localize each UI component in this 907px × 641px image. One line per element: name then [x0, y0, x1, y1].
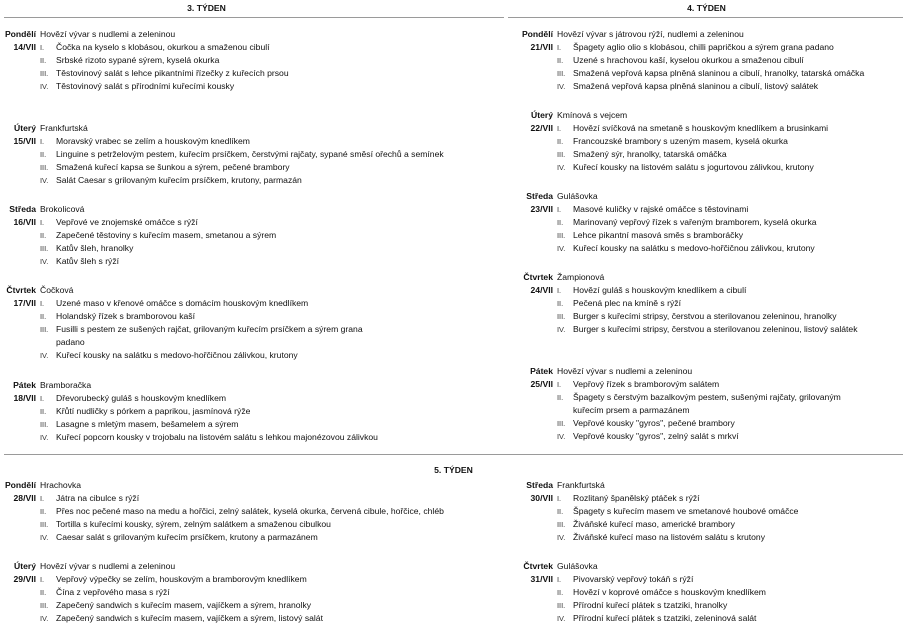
- meal-item: [40, 573, 323, 586]
- meal-item: [557, 378, 841, 391]
- meal-text: Kuřecí kousky na listovém salátu s jogurtovou zálivkou, krutony: [573, 162, 814, 172]
- meal-item: [40, 135, 444, 148]
- meal-text: Smažený sýr, hranolky, tatarská omáčka: [573, 149, 727, 159]
- meal-text: Vepřové kousky "gyros", zelný salát s mrkví: [573, 431, 739, 441]
- meal-list: [557, 378, 841, 443]
- meal-item: [557, 586, 766, 599]
- day-name: Středa: [526, 480, 553, 490]
- meal-text: Vepřový výpečky se zelím, houskovým a bramborovým knedlíkem: [56, 574, 307, 584]
- day-name: Pondělí: [4, 29, 36, 39]
- meal-list: [40, 216, 276, 268]
- meal-text: Špagety s čerstvým bazalkovým pestem, sušenými rajčaty, grilovaným: [573, 392, 841, 402]
- meal-text: Rozlitaný španělský ptáček s rýží: [573, 493, 700, 503]
- day-date: 28/VII: [13, 493, 36, 503]
- meal-text: Marinovaný vepřový řízek s vařeným bramborem, kyselá okurka: [573, 217, 817, 227]
- meal-item: [557, 161, 828, 174]
- meal-text: Srbské rizoto sypané sýrem, kyselá okurka: [56, 55, 220, 65]
- meal-text: Linguine s petrželovým pestem, kuřecím prsíčkem, čerstvými rajčaty, sypané směsí ořechů a semínek: [56, 149, 444, 159]
- day-date: 25/VII: [530, 379, 553, 389]
- meal-number: IV.: [557, 163, 566, 172]
- meal-list: [40, 492, 444, 544]
- meal-text: Lehce pikantní masová směs s bramboráčky: [573, 230, 744, 240]
- meal-number: I.: [557, 286, 562, 295]
- meal-number: I.: [40, 137, 45, 146]
- meal-text: Kuřecí popcorn kousky v trojobalu na listovém salátu s lehkou majonézovou zálivkou: [56, 432, 378, 442]
- meal-item: [40, 41, 289, 54]
- meal-item: [557, 492, 798, 505]
- meal-item: [557, 531, 798, 544]
- meal-item: [40, 297, 363, 310]
- meal-number: I.: [40, 575, 45, 584]
- soup-name: Hrachovka: [40, 480, 82, 490]
- meal-text: Moravský vrabec se zelím a houskovým knedlíkem: [56, 136, 250, 146]
- meal-item: [40, 242, 276, 255]
- meal-item: [557, 518, 798, 531]
- meal-number: IV.: [557, 82, 566, 91]
- day-date: 23/VII: [530, 204, 553, 214]
- meal-number: IV.: [557, 614, 566, 623]
- meal-item: [557, 297, 858, 310]
- meal-item: [40, 67, 289, 80]
- day-name: Pátek: [13, 380, 36, 390]
- day-date: 30/VII: [530, 493, 553, 503]
- meal-item: [557, 284, 858, 297]
- meal-text: Zapečený sandwich s kuřecím masem, vajíčkem a sýrem, listový salát: [56, 613, 323, 623]
- meal-list: [557, 41, 864, 93]
- soup-name: Hovězí vývar s nudlemi a zeleninou: [557, 366, 693, 376]
- meal-text: Smažená kuřecí kapsa se šunkou a sýrem, pečené brambory: [56, 162, 290, 172]
- meal-item: [557, 41, 864, 54]
- meal-item: [40, 599, 323, 612]
- meal-number: III.: [40, 420, 49, 429]
- meal-text: Vepřový řízek s bramborovým salátem: [573, 379, 720, 389]
- meal-number: II.: [557, 393, 564, 402]
- meal-number: II.: [40, 507, 47, 516]
- meal-number: I.: [557, 43, 562, 52]
- meal-number: III.: [557, 231, 566, 240]
- week-5-top-rule: [4, 454, 903, 455]
- meal-text: Holandský řízek s bramborovou kaší: [56, 311, 195, 321]
- meal-item: [557, 573, 766, 586]
- meal-text: Katův šleh s rýží: [56, 256, 120, 266]
- meal-number: II.: [40, 312, 47, 321]
- soup-name: Gulášovka: [557, 191, 598, 201]
- meal-number: II.: [40, 407, 47, 416]
- meal-text: Kuřecí kousky na salátku s medovo-hořčičnou zálivkou, krutony: [573, 243, 815, 253]
- meal-text: Přírodní kuřecí plátek s tzatziki, zeleninová salát: [573, 613, 757, 623]
- meal-item: [557, 417, 841, 430]
- meal-number: III.: [40, 69, 49, 78]
- meal-text: Pečená plec na kmíně s rýží: [573, 298, 681, 308]
- meal-text: Lasagne s mletým masem, bešamelem a sýrem: [56, 419, 239, 429]
- day-date: 15/VII: [13, 136, 36, 146]
- week-5-title: 5. TÝDEN: [434, 465, 473, 475]
- meal-text: Vepřové ve znojemské omáčce s rýží: [56, 217, 198, 227]
- day-date: 21/VII: [530, 42, 553, 52]
- meal-item: [557, 148, 828, 161]
- meal-item: [40, 518, 444, 531]
- meal-item: [40, 310, 363, 323]
- meal-text: Burger s kuřecími stripsy, čerstvou a sterilovanou zeleninou, listový salátek: [573, 324, 858, 334]
- soup-name: Hovězí vývar s nudlemi a zeleninou: [40, 29, 176, 39]
- meal-number: II.: [40, 150, 47, 159]
- soup-name: Hovězí vývar s játrovou rýží, nudlemi a zeleninou: [557, 29, 744, 39]
- meal-number: IV.: [557, 432, 566, 441]
- meal-number: I.: [40, 394, 45, 403]
- meal-text: Špagety s kuřecím masem ve smetanové houbové omáčce: [573, 506, 799, 516]
- meal-item: [40, 161, 444, 174]
- day-name: Středa: [9, 204, 36, 214]
- meal-text: Fusilli s pestem ze sušených rajčat, grilovaným kuřecím prsíčkem a sýrem grana: [56, 324, 363, 334]
- meal-number: I.: [40, 43, 45, 52]
- meal-number: II.: [40, 231, 47, 240]
- meal-item: [40, 418, 378, 431]
- meal-item: [40, 431, 378, 444]
- meal-text-continued: kuřecím prsem a parmazánem: [573, 405, 690, 415]
- meal-item: [557, 54, 864, 67]
- meal-number: I.: [557, 380, 562, 389]
- meal-text: Zapečený sandwich s kuřecím masem, vajíčkem a sýrem, hranolky: [56, 600, 312, 610]
- soup-name: Bramboračka: [40, 380, 92, 390]
- meal-number: I.: [557, 124, 562, 133]
- meal-text: Uzené maso v křenové omáčce s domácím houskovým knedlíkem: [56, 298, 309, 308]
- meal-number: I.: [40, 299, 45, 308]
- meal-item: [557, 203, 817, 216]
- meal-number: IV.: [40, 176, 49, 185]
- soup-name: Frankfurtská: [557, 480, 605, 490]
- meal-number: IV.: [40, 351, 49, 360]
- meal-number: IV.: [557, 533, 566, 542]
- meal-number: I.: [40, 494, 45, 503]
- week-4-title: 4. TÝDEN: [687, 3, 726, 13]
- meal-text: Francouzské brambory s uzeným masem, kyselá okurka: [573, 136, 788, 146]
- meal-text: Salát Caesar s grilovaným kuřecím prsíčkem, krutony, parmazán: [56, 175, 302, 185]
- meal-item: [40, 531, 444, 544]
- soup-name: Gulášovka: [557, 561, 598, 571]
- soup-name: Kmínová s vejcem: [557, 110, 628, 120]
- day-name: Středa: [526, 191, 553, 201]
- meal-item: [40, 216, 276, 229]
- meal-item: [557, 391, 841, 404]
- meal-number: IV.: [557, 325, 566, 334]
- meal-item: [40, 392, 378, 405]
- meal-list: [40, 41, 289, 93]
- meal-list: [40, 392, 378, 444]
- meal-number: II.: [40, 56, 47, 65]
- meal-number: III.: [557, 419, 566, 428]
- day-date: 31/VII: [530, 574, 553, 584]
- meal-number: IV.: [40, 82, 49, 91]
- meal-item: [557, 80, 864, 93]
- meal-number: III.: [40, 244, 49, 253]
- meal-number: III.: [40, 601, 49, 610]
- meal-number: I.: [40, 218, 45, 227]
- meal-number: II.: [557, 218, 564, 227]
- meal-item: [557, 67, 864, 80]
- meal-item: [557, 323, 858, 336]
- meal-number: III.: [557, 520, 566, 529]
- soup-name: Žampionová: [557, 272, 605, 282]
- meal-item: [557, 612, 766, 625]
- meal-list: [40, 297, 363, 362]
- meal-item: [40, 148, 444, 161]
- meal-text: Katův šleh, hranolky: [56, 243, 134, 253]
- meal-text: Hovězí svíčková na smetaně s houskovým knedlíkem a brusinkami: [573, 123, 829, 133]
- meal-number: III.: [40, 163, 49, 172]
- meal-list: [557, 573, 766, 625]
- meal-item: [557, 122, 828, 135]
- meal-list: [557, 203, 817, 255]
- meal-item: [40, 255, 276, 268]
- day-name: Úterý: [14, 123, 36, 133]
- meal-text: Masové kuličky v rajské omáčce s těstovinami: [573, 204, 749, 214]
- meal-number: IV.: [40, 614, 49, 623]
- meal-text: Smažená vepřová kapsa plněná slaninou a cibulí, listový salátek: [573, 81, 819, 91]
- meal-text: Čočka na kyselo s klobásou, okurkou a smaženou cibulí: [56, 42, 270, 52]
- day-date: 17/VII: [13, 298, 36, 308]
- meal-number: II.: [40, 588, 47, 597]
- meal-text: Hovězí v koprové omáčce s houskovým knedlíkem: [573, 587, 766, 597]
- meal-number: III.: [557, 150, 566, 159]
- meal-text: Křůtí nudličky s pórkem a paprikou, jasmínová rýže: [56, 406, 251, 416]
- meal-number: II.: [557, 137, 564, 146]
- week-4-rule: [508, 17, 903, 18]
- meal-item: [40, 405, 378, 418]
- day-date: 14/VII: [13, 42, 36, 52]
- soup-name: Brokolicová: [40, 204, 85, 214]
- meal-list: [40, 573, 323, 625]
- day-date: 16/VII: [13, 217, 36, 227]
- meal-text: Uzené s hrachovou kaší, kyselou okurkou a smaženou cibulí: [573, 55, 804, 65]
- soup-name: Čočková: [40, 285, 74, 295]
- meal-text: Hovězí guláš s houskovým knedlíkem a cibulí: [573, 285, 747, 295]
- day-date: 22/VII: [530, 123, 553, 133]
- meal-number: III.: [557, 312, 566, 321]
- meal-number: III.: [557, 69, 566, 78]
- meal-text: Živáňské kuřecí maso, americké brambory: [573, 519, 735, 529]
- meal-text: Špagety aglio olio s klobásou, chilli papričkou a sýrem grana padano: [573, 42, 834, 52]
- meal-text-continued: padano: [56, 337, 85, 347]
- meal-text: Živáňské kuřecí maso na listovém salátu s krutony: [573, 532, 766, 542]
- meal-item: [557, 599, 766, 612]
- meal-item: [557, 229, 817, 242]
- meal-text: Pivovarský vepřový tokáň s rýží: [573, 574, 694, 584]
- day-name: Čtvrtek: [523, 272, 553, 282]
- meal-item: [40, 174, 444, 187]
- meal-number: IV.: [40, 257, 49, 266]
- meal-text: Játra na cibulce s rýží: [56, 493, 140, 503]
- meal-number: IV.: [557, 244, 566, 253]
- meal-number: III.: [40, 325, 49, 334]
- day-name: Pondělí: [521, 29, 553, 39]
- day-name: Úterý: [14, 561, 36, 571]
- meal-text: Zapečené těstoviny s kuřecím masem, smetanou a sýrem: [56, 230, 277, 240]
- meal-list: [557, 492, 798, 544]
- day-name: Pátek: [530, 366, 553, 376]
- day-name: Čtvrtek: [523, 561, 553, 571]
- meal-list: [557, 284, 858, 336]
- meal-number: I.: [557, 575, 562, 584]
- meal-text: Těstovinový salát s přírodními kuřecími kousky: [56, 81, 235, 91]
- meal-item: [40, 229, 276, 242]
- meal-number: II.: [557, 507, 564, 516]
- meal-item: [40, 612, 323, 625]
- meal-text: Tortilla s kuřecími kousky, sýrem, zelným salátkem a smaženou cibulkou: [56, 519, 331, 529]
- meal-item: [40, 323, 363, 336]
- meal-item: [40, 492, 444, 505]
- meal-item: [557, 242, 817, 255]
- meal-item: [40, 505, 444, 518]
- week-3-rule: [4, 17, 504, 18]
- meal-text: Burger s kuřecími stripsy, čerstvou a sterilovanou zeleninou, hranolky: [573, 311, 837, 321]
- meal-number: II.: [557, 56, 564, 65]
- meal-item: [557, 216, 817, 229]
- meal-text: Smažená vepřová kapsa plněná slaninou a cibulí, hranolky, tatarská omáčka: [573, 68, 865, 78]
- meal-item: [40, 586, 323, 599]
- meal-number: I.: [557, 205, 562, 214]
- meal-number: II.: [557, 588, 564, 597]
- meal-item: [40, 54, 289, 67]
- meal-text: Těstovinový salát s lehce pikantními řízečky z kuřecích prsou: [56, 68, 289, 78]
- day-date: 29/VII: [13, 574, 36, 584]
- week-3-title: 3. TÝDEN: [187, 3, 226, 13]
- meal-number: IV.: [40, 533, 49, 542]
- soup-name: Hovězí vývar s nudlemi a zeleninou: [40, 561, 176, 571]
- meal-item: [557, 310, 858, 323]
- meal-text: Přírodní kuřecí plátek s tzatziki, hranolky: [573, 600, 728, 610]
- meal-item: [40, 349, 363, 362]
- day-name: Úterý: [531, 110, 553, 120]
- meal-text: Caesar salát s grilovaným kuřecím prsíčkem, krutony a parmazánem: [56, 532, 318, 542]
- meal-item: [557, 505, 798, 518]
- day-date: 18/VII: [13, 393, 36, 403]
- soup-name: Frankfurtská: [40, 123, 88, 133]
- meal-item: [557, 430, 841, 443]
- day-date: 24/VII: [530, 285, 553, 295]
- meal-number: IV.: [40, 433, 49, 442]
- day-name: Čtvrtek: [6, 285, 36, 295]
- meal-text: Kuřecí kousky na salátku s medovo-hořčičnou zálivkou, krutony: [56, 350, 298, 360]
- meal-list: [557, 122, 828, 174]
- meal-text: Vepřové kousky "gyros", pečené brambory: [573, 418, 735, 428]
- meal-list: [40, 135, 444, 187]
- meal-number: II.: [557, 299, 564, 308]
- meal-text: Dřevorubecký guláš s houskovým knedlíkem: [56, 393, 227, 403]
- meal-item: [40, 80, 289, 93]
- meal-number: III.: [40, 520, 49, 529]
- meal-item: [557, 135, 828, 148]
- meal-number: I.: [557, 494, 562, 503]
- meal-number: III.: [557, 601, 566, 610]
- day-name: Pondělí: [4, 480, 36, 490]
- meal-text: Čína z vepřového masa s rýží: [56, 587, 170, 597]
- meal-text: Přes noc pečené maso na medu a hořčici, zelný salátek, kyselá okurka, červená cibule, hořčice, chléb: [56, 506, 444, 516]
